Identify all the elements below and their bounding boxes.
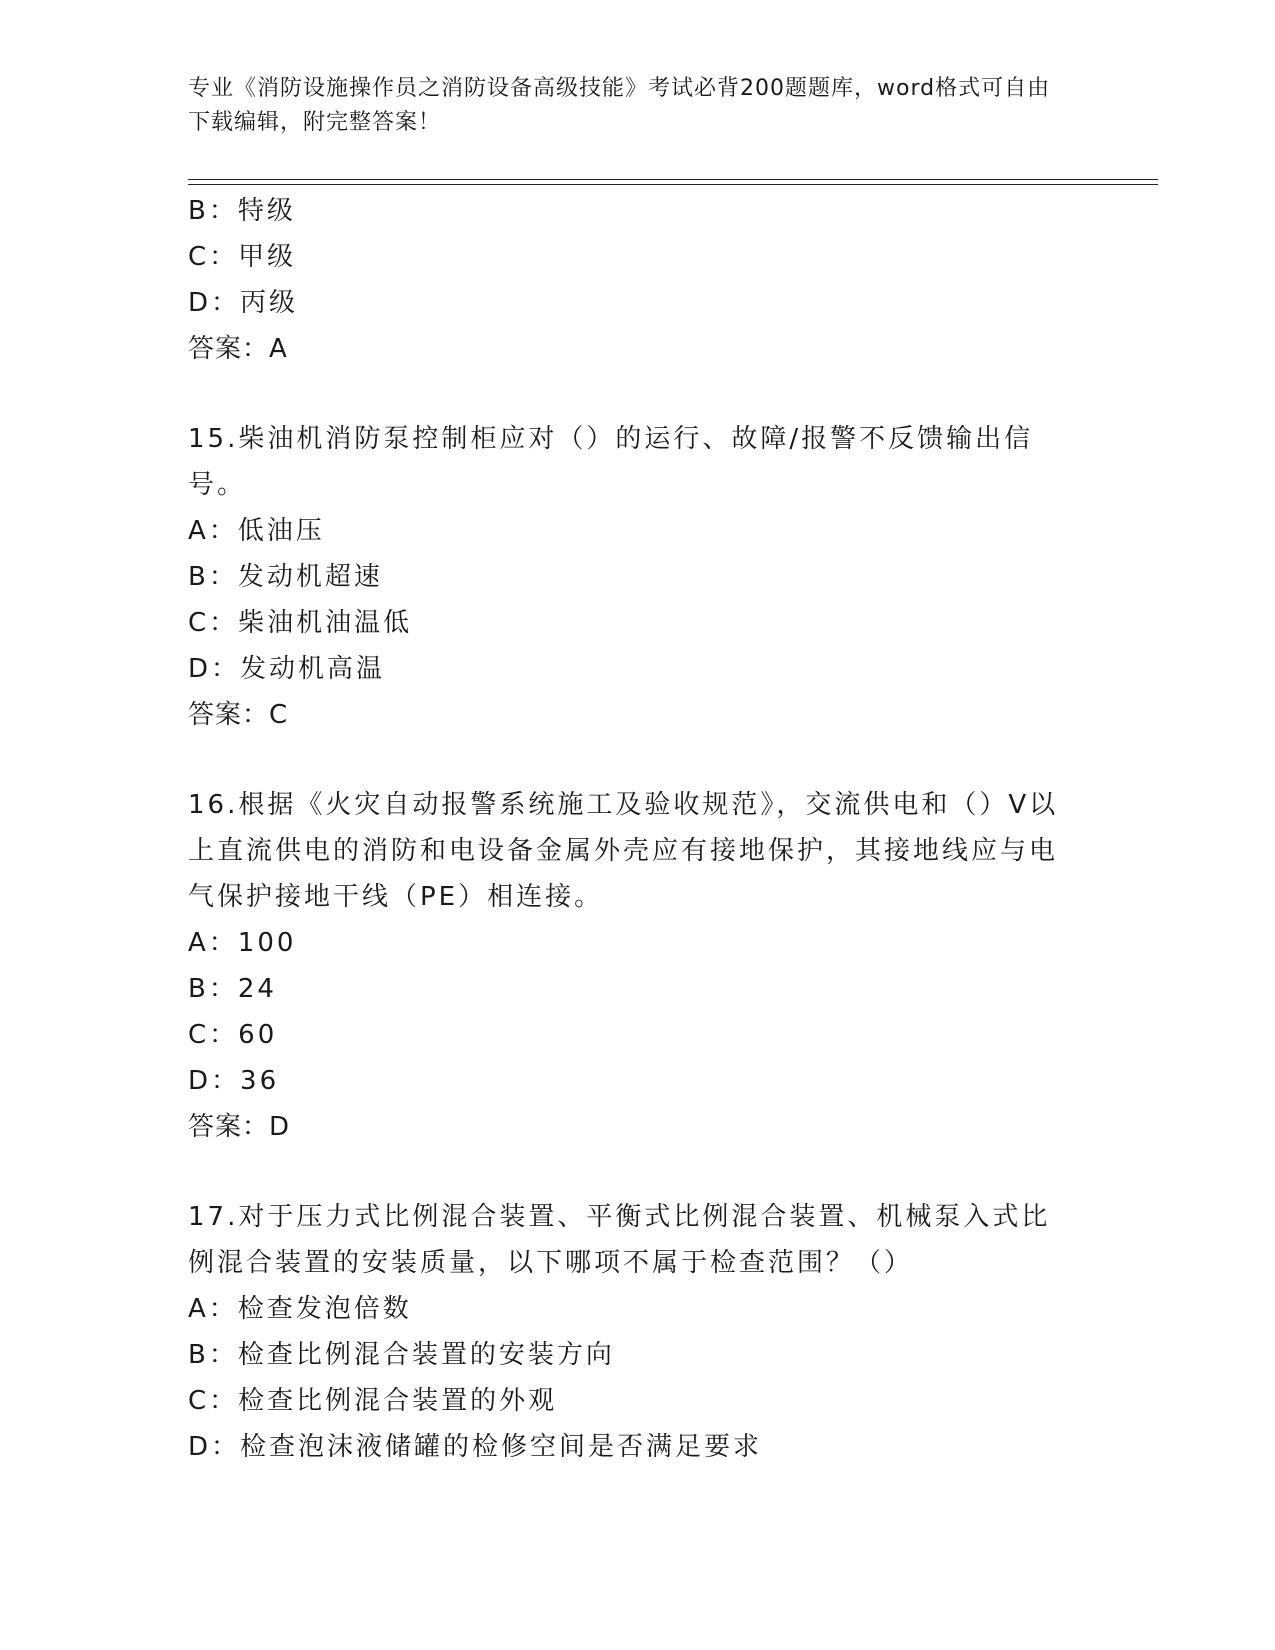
option-d: D：36 <box>188 1066 280 1096</box>
question-stem: 17.对于压力式比例混合装置、平衡式比例混合装置、机械泵入式比例混合装置的安装质量，以下哪项不属于检查范围？（） <box>188 1202 1051 1278</box>
option-d: D：检查泡沫液储罐的检修空间是否满足要求 <box>188 1432 763 1462</box>
option-b: B：检查比例混合装置的安装方向 <box>188 1340 615 1370</box>
answer-line: 答案：D <box>188 1112 291 1142</box>
option-b: B：24 <box>188 974 277 1004</box>
question-15 <box>188 416 1078 738</box>
option-a: A：100 <box>188 928 297 958</box>
question-16 <box>188 782 1078 1150</box>
option-c: C：柴油机油温低 <box>188 608 413 638</box>
header-divider-top <box>188 179 1158 180</box>
answer-line: 答案：A <box>188 334 288 364</box>
question-list <box>188 188 1078 1470</box>
question-17 <box>188 1194 1078 1470</box>
option-a: A：低油压 <box>188 516 325 546</box>
question-stem: 15.柴油机消防泵控制柜应对（）的运行、故障/报警不反馈输出信号。 <box>188 424 1034 500</box>
option-a: A：检查发泡倍数 <box>188 1294 412 1324</box>
option-b: B：特级 <box>188 196 296 226</box>
option-c: C：60 <box>188 1020 278 1050</box>
option-d: D：发动机高温 <box>188 654 386 684</box>
option-d: D：丙级 <box>188 288 299 318</box>
document-header: 专业《消防设施操作员之消防设备高级技能》考试必背200题题库，word格式可自由下载编辑，附完整答案！ <box>188 76 1051 135</box>
answer-line: 答案：C <box>188 700 289 730</box>
option-b: B：发动机超速 <box>188 562 383 592</box>
option-c: C：甲级 <box>188 242 297 272</box>
question-stem: 16.根据《火灾自动报警系统施工及验收规范》，交流供电和（）V以上直流供电的消防和电设备金属外壳应有接地保护，其接地线应与电气保护接地干线（PE）相连接。 <box>188 790 1059 912</box>
option-c: C：检查比例混合装置的外观 <box>188 1386 558 1416</box>
previous-question-tail <box>188 188 1078 372</box>
header-divider-bottom <box>188 184 1158 185</box>
